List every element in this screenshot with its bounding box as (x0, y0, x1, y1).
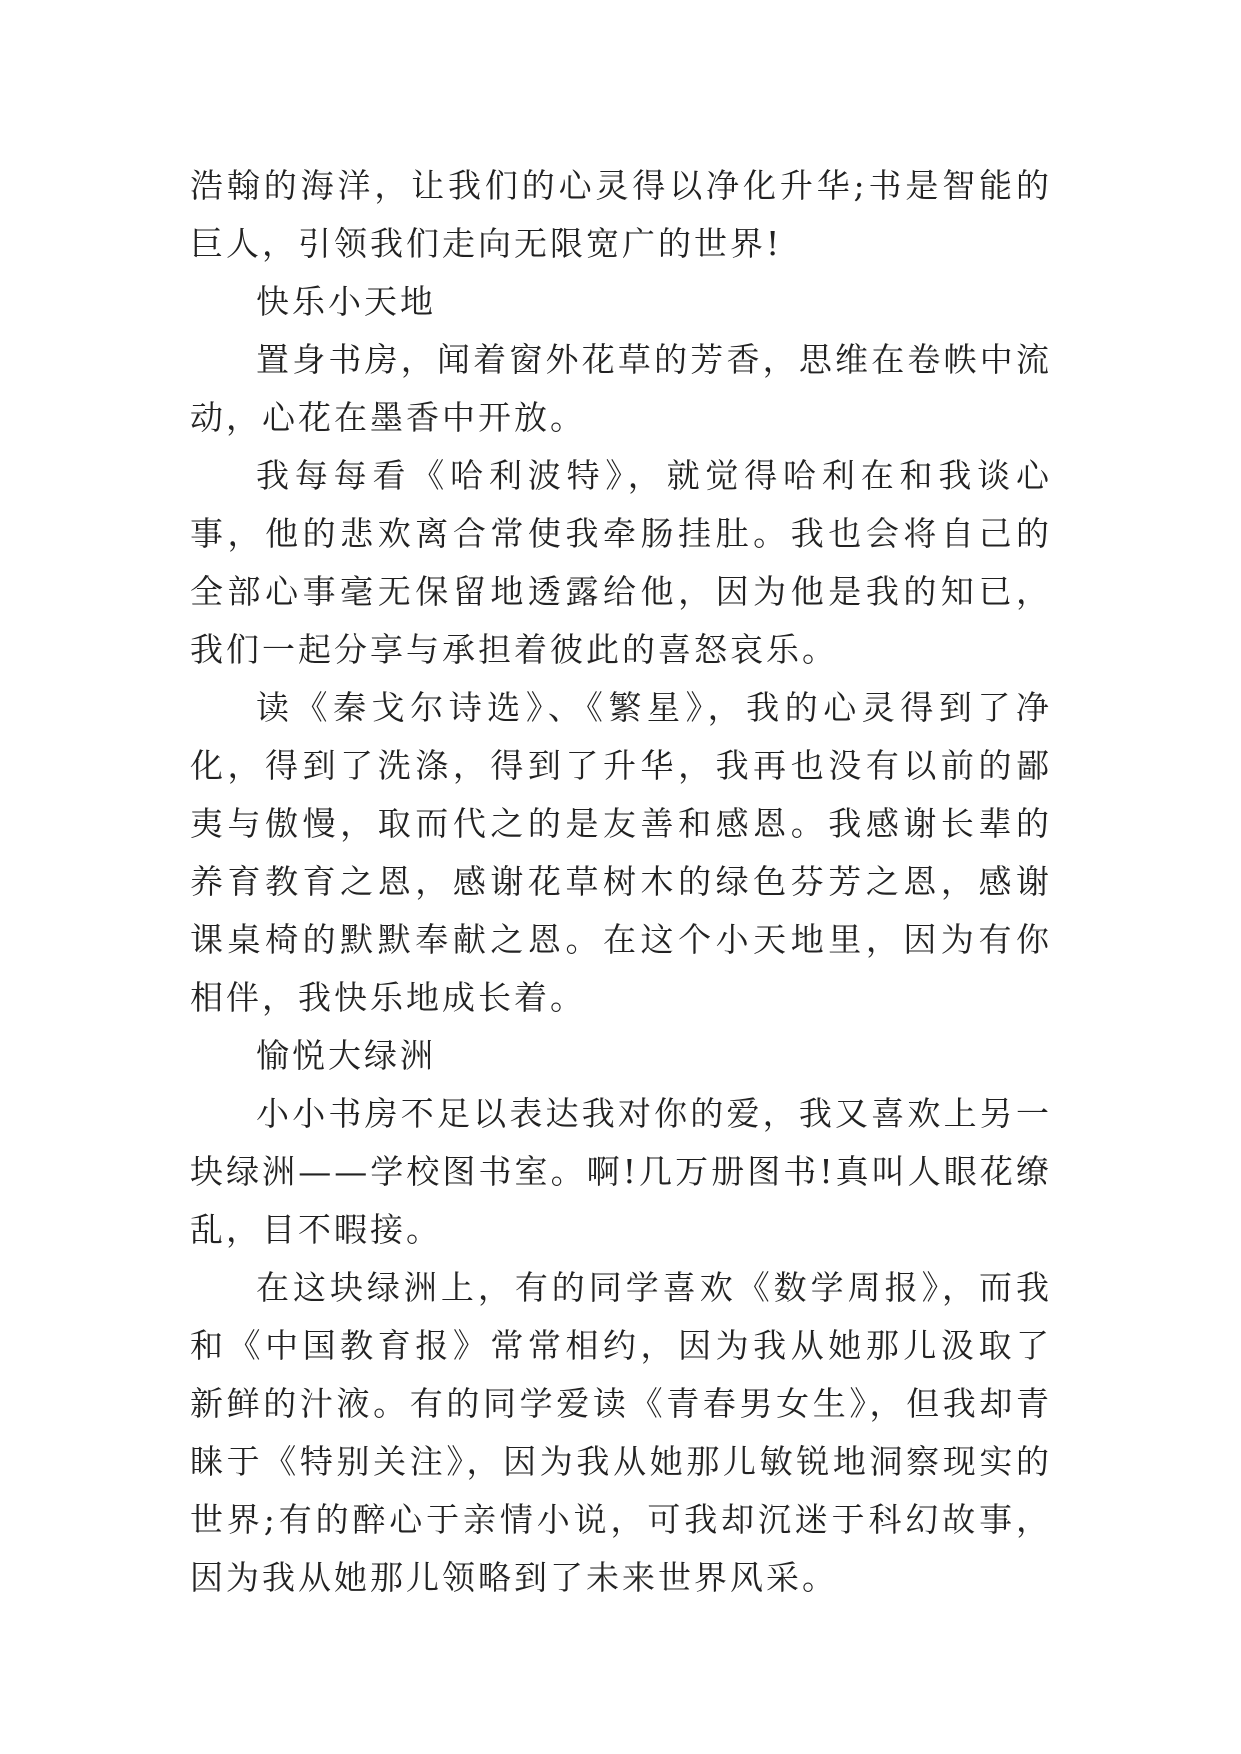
section-heading-happy-corner: 快乐小天地 (256, 282, 436, 321)
paragraph: 在这块绿洲上，有的同学喜欢《数学周报》，而我和《中国教育报》常常相约，因为我从她那儿汲取了新鲜的汁液。有的同学爱读《青春男女生》，但我却青睐于《特别关注》，因为我从她那儿敏锐地洞察现实的世界;有的醉心于亲情小说，可我却沉迷于科幻故事，因为我从她那儿领略到了未来世界风采。 (190, 1268, 1052, 1597)
section-heading-green-oasis: 愉悦大绿洲 (256, 1036, 436, 1075)
paragraph: 置身书房，闻着窗外花草的芳香，思维在卷帙中流动，心花在墨香中开放。 (190, 340, 1052, 437)
paragraph: 读《秦戈尔诗选》、《繁星》，我的心灵得到了净化，得到了洗涤，得到了升华，我再也没有以前的鄙夷与傲慢，取而代之的是友善和感恩。我感谢长辈的养育教育之恩，感谢花草树木的绿色芬芳之恩，感谢课桌椅的默默奉献之恩。在这个小天地里，因为有你相伴，我快乐地成长着。 (190, 688, 1052, 1017)
paragraph: 小小书房不足以表达我对你的爱，我又喜欢上另一块绿洲——学校图书室。啊!几万册图书!真叫人眼花缭乱，目不暇接。 (190, 1094, 1052, 1249)
paragraph-continued: 浩翰的海洋，让我们的心灵得以净化升华;书是智能的巨人，引领我们走向无限宽广的世界! (190, 166, 1052, 263)
document-body (190, 157, 1052, 1607)
paragraph: 我每每看《哈利波特》，就觉得哈利在和我谈心事，他的悲欢离合常使我牵肠挂肚。我也会将自己的全部心事毫无保留地透露给他，因为他是我的知已，我们一起分享与承担着彼此的喜怒哀乐。 (190, 456, 1052, 669)
